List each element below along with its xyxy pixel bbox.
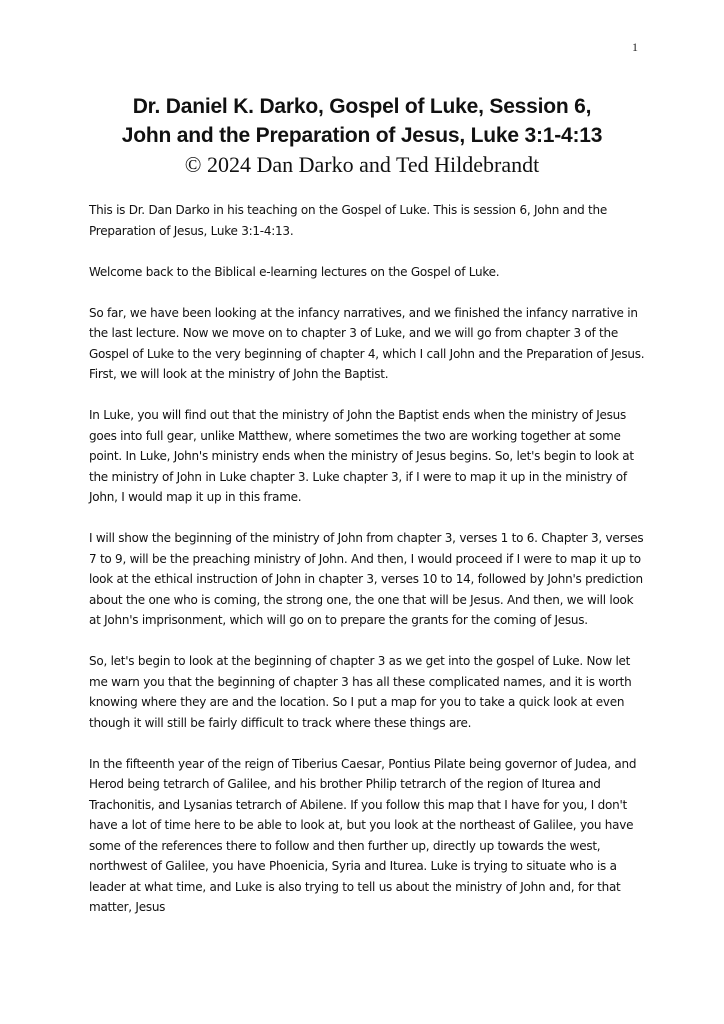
title-line-1: Dr. Daniel K. Darko, Gospel of Luke, Session 6,	[132, 95, 592, 118]
title-line-2: John and the Preparation of Jesus, Luke 3:1-4:13	[121, 124, 603, 147]
paragraph: This is Dr. Dan Darko in his teaching on the Gospel of Luke. This is session 6, John and the Preparation of Jesus, Luke 3:1-4:13.	[89, 203, 607, 238]
document-body	[89, 200, 645, 938]
document-header	[60, 92, 664, 179]
copyright-line: © 2024 Dan Darko and Ted Hildebrandt	[184, 152, 540, 177]
paragraph: So far, we have been looking at the infancy narratives, and we finished the infancy narrative in the last lecture. Now we move on to chapter 3 of Luke, and we will go from chapter 3 of the Gospel of Luke to the very beginning of chapter 4, which I call John and the Preparation of Jesus. First, we will look at the ministry of John the Baptist.	[89, 305, 645, 381]
paragraph: I will show the beginning of the ministry of John from chapter 3, verses 1 to 6. Chapter 3, verses 7 to 9, will be the preaching ministry of John. And then, I would proceed if I were to map it up to look at the ethical instruction of John in chapter 3, verses 10 to 14, followed by John's prediction about the one who is coming, the strong one, the one that will be Jesus. And then, we will look at John's imprisonment, which will go on to prepare the grants for the coming of Jesus.	[89, 531, 644, 627]
paragraph: Welcome back to the Biblical e-learning lectures on the Gospel of Luke.	[89, 264, 500, 279]
paragraph: In Luke, you will find out that the ministry of John the Baptist ends when the ministry of Jesus goes into full gear, unlike Matthew, where sometimes the two are working together at some point. In Luke, John's ministry ends when the ministry of Jesus begins. So, let's begin to look at the ministry of John in Luke chapter 3. Luke chapter 3, if I were to map it up in the ministry of John, I would map it up in this frame.	[89, 408, 634, 504]
page-number: 1	[632, 40, 638, 54]
paragraph: In the fifteenth year of the reign of Tiberius Caesar, Pontius Pilate being governor of Judea, and Herod being tetrarch of Galilee, and his brother Philip tetrarch of the region of Iturea and Trachonitis, and Lysanias tetrarch of Abilene. If you follow this map that I have for you, I don't have a lot of time here to be able to look at, but you look at the northeast of Galilee, you have some of the references there to follow and then further up, directly up towards the west, northwest of Galilee, you have Phoenicia, Syria and Iturea. Luke is trying to situate who is a leader at what time, and Luke is also trying to tell us about the ministry of John and, for that matter, Jesus	[89, 756, 637, 914]
paragraph: So, let's begin to look at the beginning of chapter 3 as we get into the gospel of Luke. Now let me warn you that the beginning of chapter 3 has all these complicated names, and it is worth knowing where they are and the location. So I put a map for you to take a quick look at even though it will still be fairly difficult to track where these things are.	[89, 654, 632, 730]
